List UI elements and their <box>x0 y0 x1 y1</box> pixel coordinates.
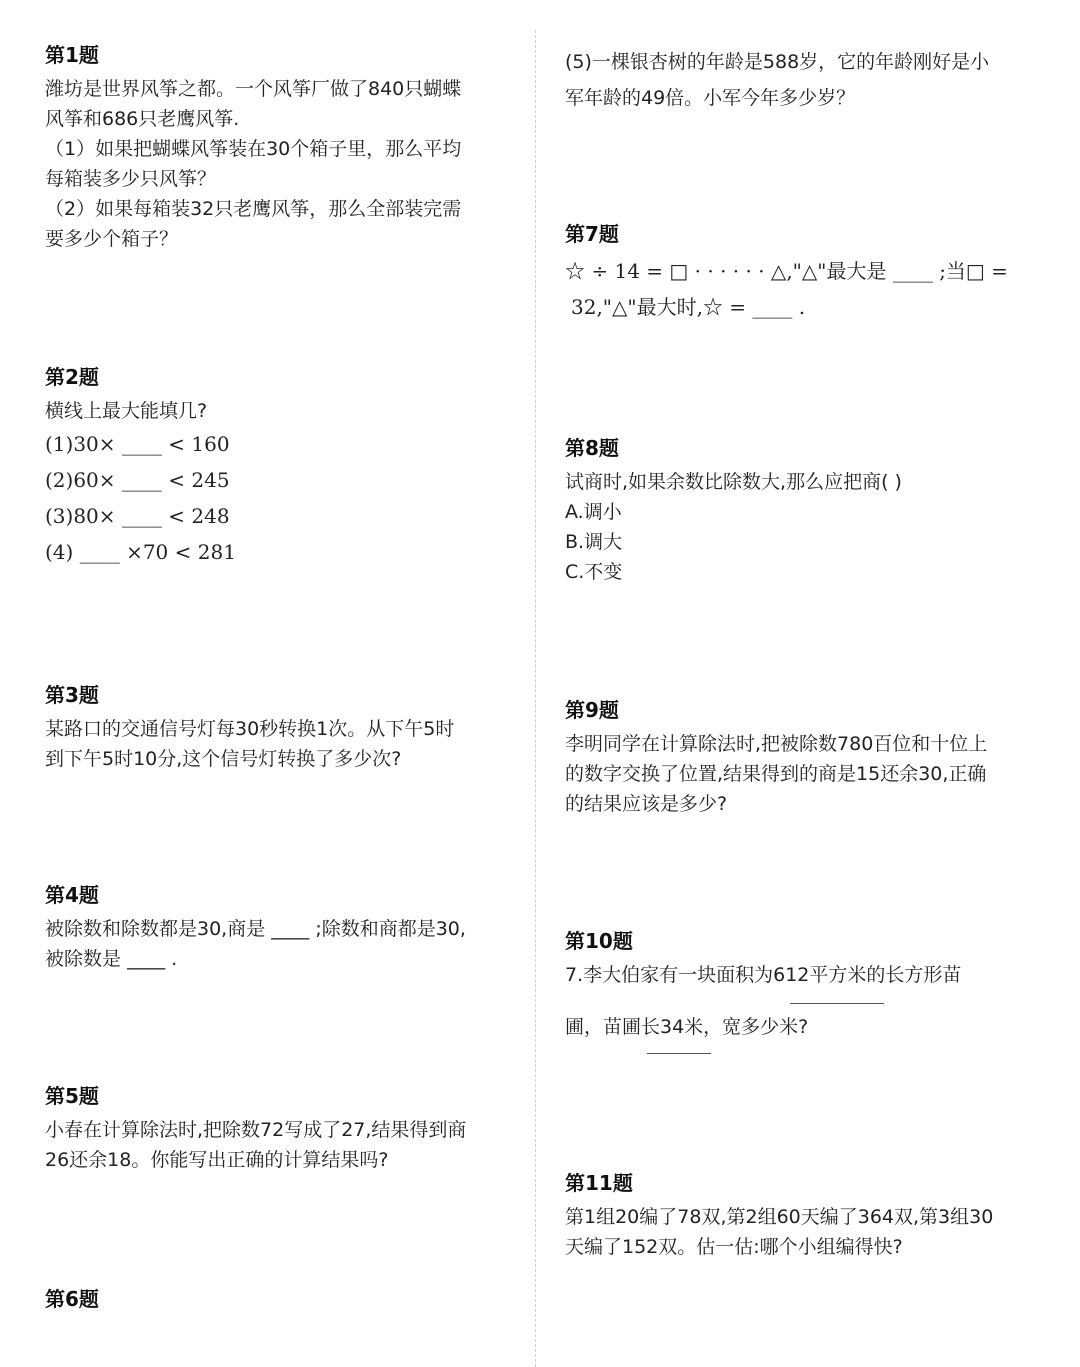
option-a: A.调小 <box>565 501 622 523</box>
question-text: 每箱装多少只风筝？ <box>45 168 217 190</box>
question-text: 小春在计算除法时,把除数72写成了27,结果得到商 <box>45 1119 467 1141</box>
math-prefix: (2)60× <box>45 468 116 492</box>
question-title: 第1题 <box>45 43 99 67</box>
question-text: 第1组20编了78双,第2组60天编了364双,第3组30 <box>565 1206 994 1228</box>
spacer <box>565 990 961 1012</box>
question-3 <box>45 682 454 774</box>
math-part: ☆ ÷ 14 = □ · · · · · · △,"△"最大是 <box>565 259 887 283</box>
question-title: 第3题 <box>45 683 99 707</box>
question-title: 第10题 <box>565 929 633 953</box>
question-5 <box>45 1083 466 1175</box>
answer-blank: ____ <box>892 259 933 283</box>
math-prefix: (1)30× <box>45 432 116 456</box>
question-title: 第7题 <box>565 222 619 246</box>
question-1 <box>45 42 461 254</box>
text-part: 被除数和除数都是30,商是 <box>45 918 266 940</box>
math-item <box>45 426 236 462</box>
question-text: 的数字交换了位置,结果得到的商是15还余30,正确 <box>565 763 987 785</box>
math-item <box>45 462 236 498</box>
question-text: 横线上最大能填几? <box>45 400 208 422</box>
answer-blank: ____ <box>127 948 166 970</box>
question-text: 李明同学在计算除法时,把被除数780百位和十位上 <box>565 733 988 755</box>
math-prefix: (4) <box>45 540 74 564</box>
question-text: 7.李大伯家有一块面积为612平方米的长方形苗 <box>565 964 962 986</box>
question-text: 某路口的交通信号灯每30秒转换1次。从下午5时 <box>45 718 455 740</box>
question-text: 26还余18。你能写出正确的计算结果吗? <box>45 1149 389 1171</box>
question-text: 的结果应该是多少? <box>565 793 728 815</box>
question-text: 军年龄的49倍。小军今年多少岁？ <box>565 87 856 109</box>
underline-mark <box>647 1053 711 1054</box>
question-text: 到下午5时10分,这个信号灯转换了多少次? <box>45 748 402 770</box>
question-text: （2）如果每箱装32只老鹰风筝，那么全部装完需 <box>45 198 462 220</box>
question-8 <box>565 435 902 587</box>
math-part: ;当□ = <box>939 259 1008 283</box>
math-item <box>45 498 236 534</box>
question-text: 圃，苗圃长34米，宽多少米? <box>565 1016 809 1038</box>
question-text: 要多少个箱子？ <box>45 228 179 250</box>
math-part: . <box>798 295 806 319</box>
math-suffix: < 160 <box>168 432 230 456</box>
question-text: 试商时,如果余数比除数大,那么应把商( ) <box>565 471 902 493</box>
answer-blank: ____ <box>752 295 793 319</box>
math-prefix: (3)80× <box>45 504 116 528</box>
question-text: （1）如果把蝴蝶风筝装在30个箱子里，那么平均 <box>45 138 462 160</box>
question-7 <box>565 221 1008 325</box>
math-line <box>565 253 1008 289</box>
question-10 <box>565 928 961 1042</box>
question-9 <box>565 697 987 819</box>
question-2 <box>45 364 236 570</box>
underline-mark <box>790 1003 884 1004</box>
math-suffix: < 245 <box>168 468 230 492</box>
question-text <box>45 914 466 944</box>
option-c: C.不变 <box>565 561 623 583</box>
question-title: 第11题 <box>565 1171 633 1195</box>
math-suffix: < 248 <box>168 504 230 528</box>
question-text: 潍坊是世界风筝之都。一个风筝厂做了840只蝴蝶 <box>45 78 462 100</box>
question-title: 第8题 <box>565 436 619 460</box>
question-6 <box>45 1286 99 1318</box>
question-4 <box>45 882 466 974</box>
math-item <box>45 534 236 570</box>
math-line <box>565 289 1008 325</box>
question-text: (5)一棵银杏树的年龄是588岁，它的年龄刚好是小 <box>565 51 990 73</box>
answer-blank: ____ <box>121 468 162 492</box>
question-text <box>45 944 466 974</box>
text-part: . <box>171 948 178 970</box>
question-title: 第9题 <box>565 698 619 722</box>
answer-blank: ____ <box>271 918 310 940</box>
answer-blank: ____ <box>79 540 120 564</box>
option-b: B.调大 <box>565 531 623 553</box>
question-11 <box>565 1170 993 1262</box>
question-text: 风筝和686只老鹰风筝. <box>45 108 240 130</box>
question-title: 第4题 <box>45 883 99 907</box>
question-6-continued <box>565 44 989 116</box>
text-part: 被除数是 <box>45 948 122 970</box>
answer-blank: ____ <box>121 432 162 456</box>
question-title: 第6题 <box>45 1287 99 1311</box>
math-suffix: ×70 < 281 <box>126 540 236 564</box>
math-part: 32,"△"最大时,☆ = <box>571 295 747 319</box>
question-title: 第5题 <box>45 1084 99 1108</box>
question-title: 第2题 <box>45 365 99 389</box>
column-divider <box>535 30 536 1367</box>
question-text: 天编了152双。估一估:哪个小组编得快? <box>565 1236 903 1258</box>
answer-blank: ____ <box>121 504 162 528</box>
text-part: ;除数和商都是30, <box>315 918 466 940</box>
